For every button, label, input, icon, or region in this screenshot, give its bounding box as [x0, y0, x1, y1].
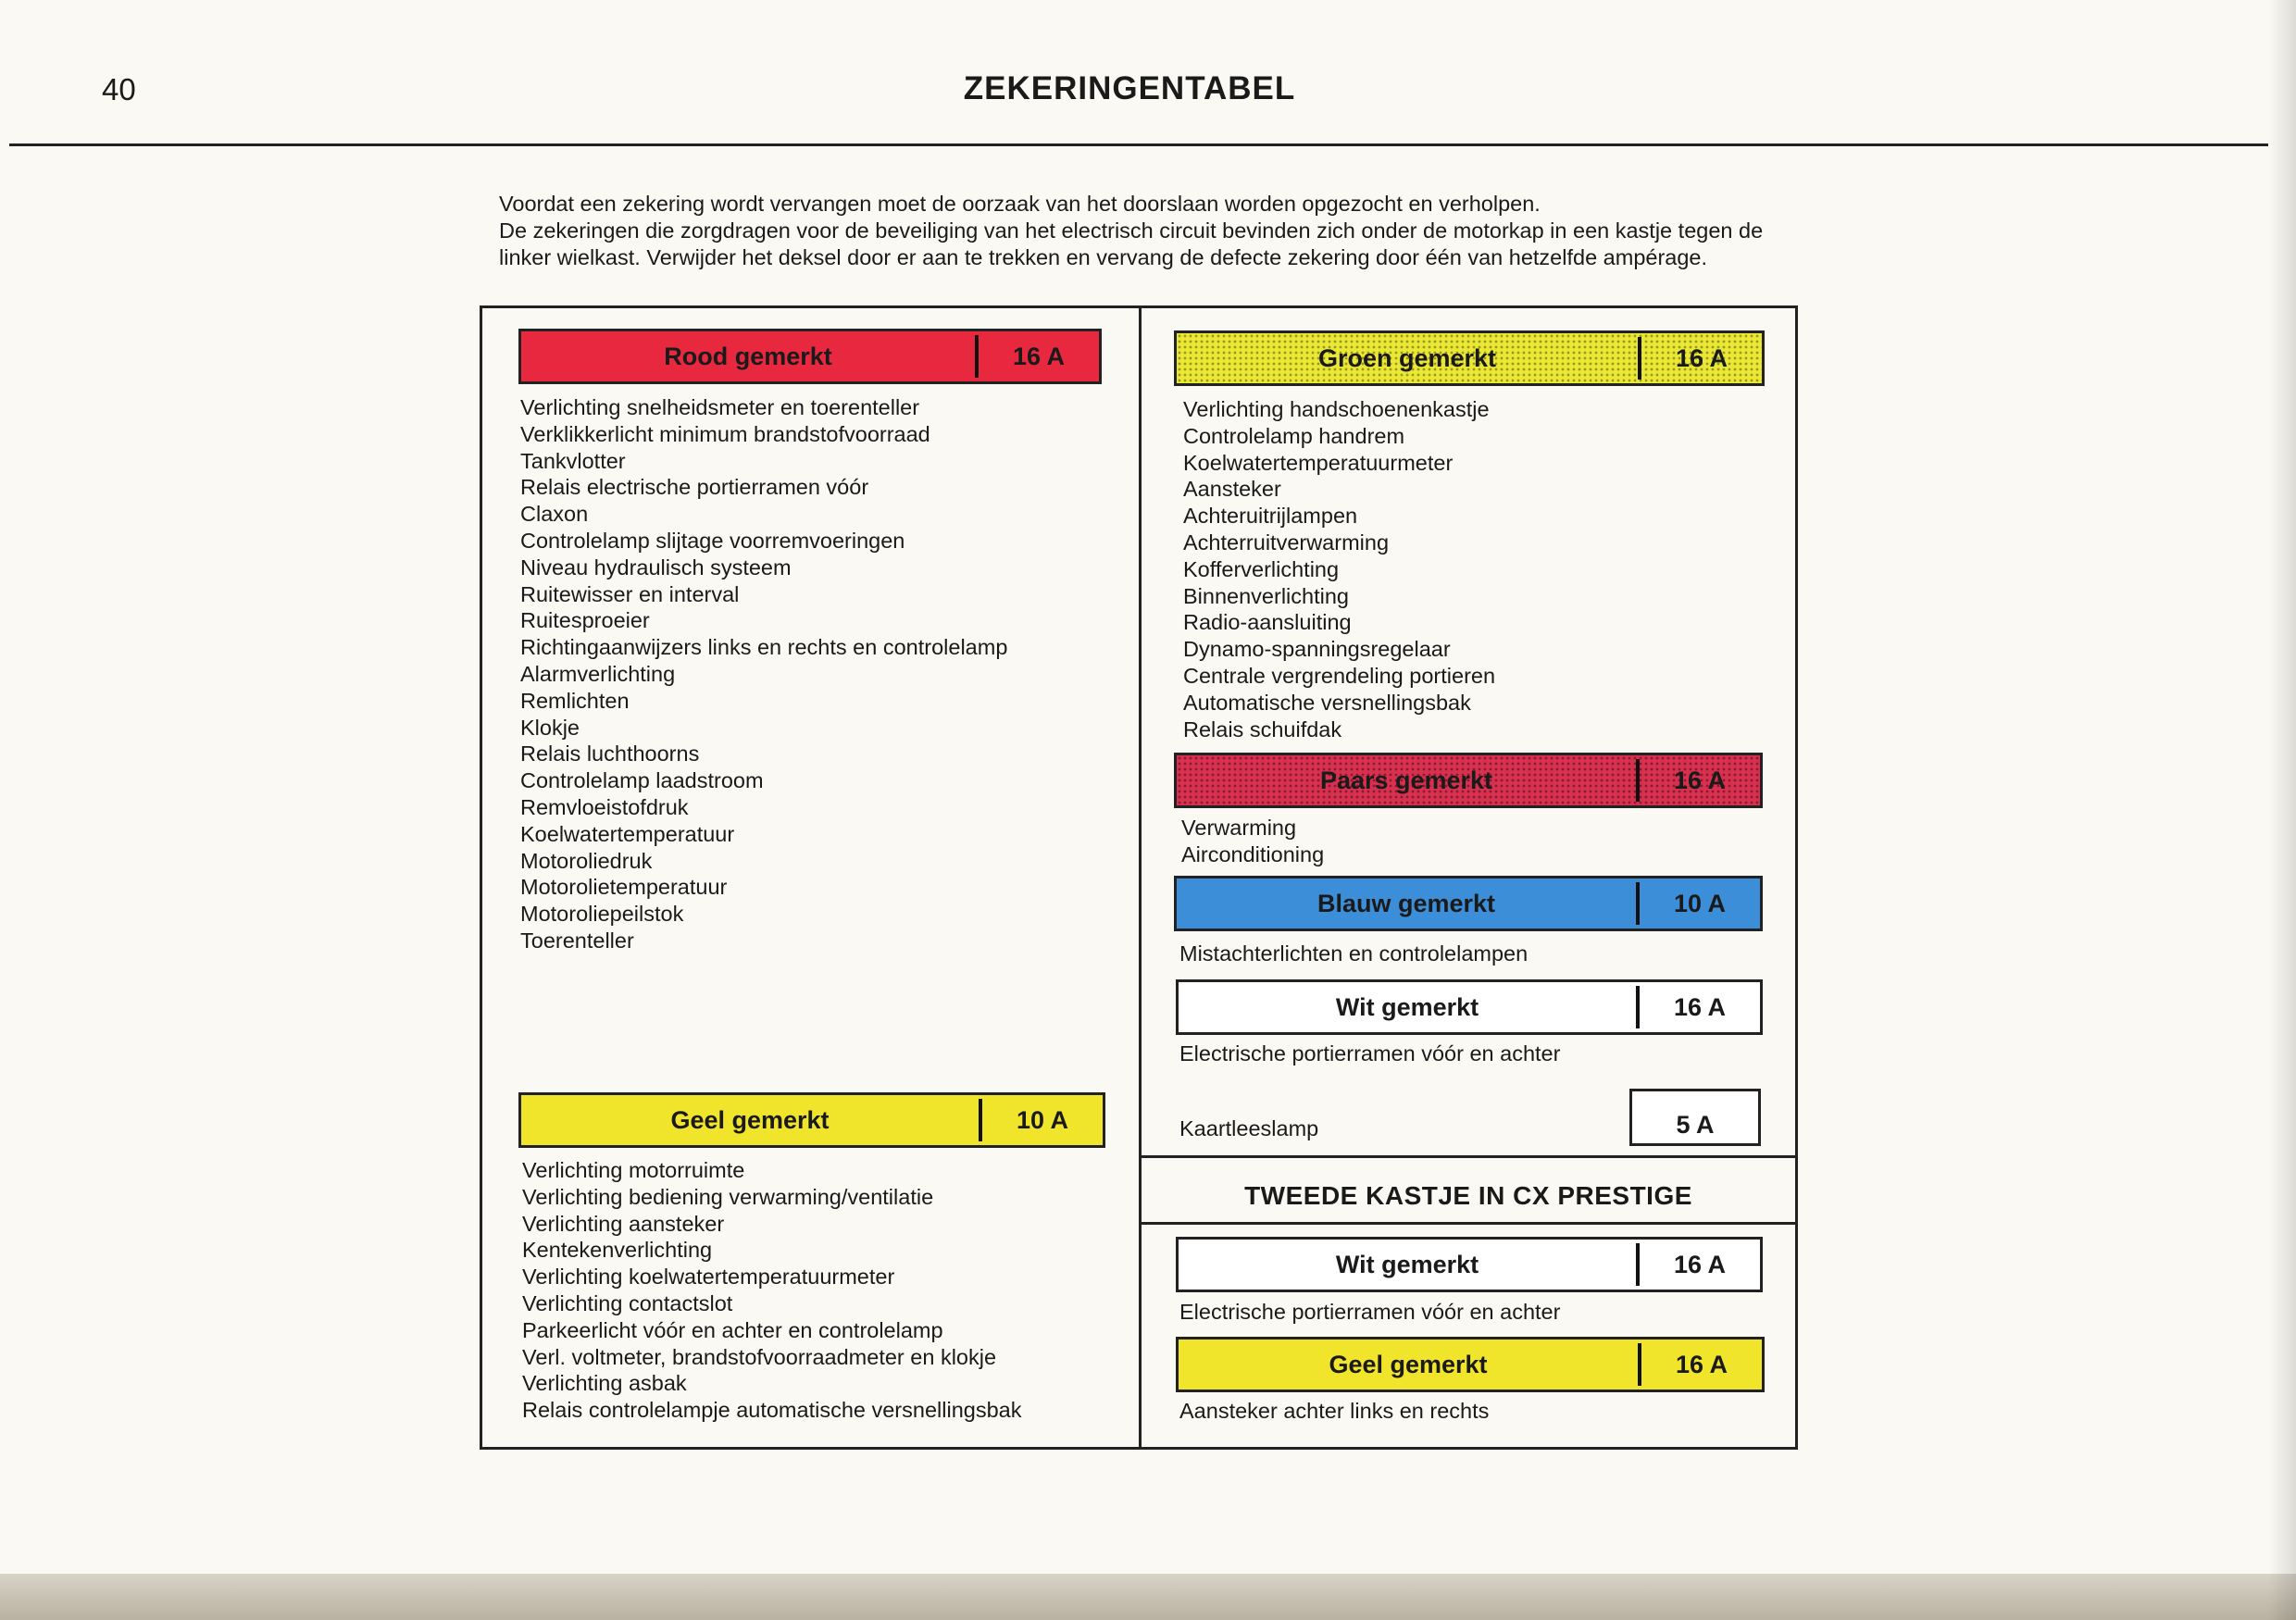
fuse-amp: 16 A — [1673, 992, 1727, 1021]
fuse-list-green — [1183, 396, 1495, 742]
fuse-label: Wit gemerkt — [1335, 1250, 1479, 1278]
list-item: Verklikkerlicht minimum brandstofvoorraad — [520, 421, 930, 446]
fuse-amp: 10 A — [1673, 889, 1727, 917]
intro-line-2: De zekeringen die zorgdragen voor de beveiliging van het electrisch circuit bevinden zich onder de motorkap in een kastje tegen de linker wielkast. Verwijder het deksel door er aan te trekken en vervang de defecte zekering door één van hetzelfde ampérage. — [499, 218, 1764, 269]
column-divider — [1139, 308, 1142, 1447]
list-item: Toerenteller — [520, 928, 634, 953]
header-rule — [9, 143, 2268, 146]
fuse-desc-small: Kaartleeslamp — [1179, 1116, 1319, 1140]
fuse-label: Wit gemerkt — [1335, 992, 1479, 1021]
fuse-bar-white-second — [1176, 1237, 1763, 1292]
list-item: Verlichting koelwatertemperatuurmeter — [522, 1265, 895, 1290]
list-item: Remlichten — [520, 688, 630, 713]
list-item: Motorolietemperatuur — [520, 875, 728, 900]
fuse-amp: 16 A — [1673, 1250, 1727, 1278]
list-item: Binnenverlichting — [1183, 583, 1349, 608]
binding-shadow — [2268, 0, 2296, 1620]
list-item: Verlichting contactslot — [522, 1290, 733, 1315]
page-number: 40 — [102, 72, 136, 106]
list-item: Verwarming — [1181, 816, 1297, 840]
fuse-desc-blue: Mistachterlichten en controlelampen — [1179, 941, 1529, 966]
list-item: Aansteker — [1183, 477, 1281, 502]
list-item: Verlichting bediening verwarming/ventilatie — [522, 1184, 934, 1209]
list-item: Relais luchthoorns — [520, 741, 700, 766]
list-item: Verlichting handschoenenkastje — [1183, 397, 1490, 421]
list-item: Niveau hydraulisch systeem — [520, 555, 792, 579]
fuse-amp: 16 A — [1012, 342, 1066, 370]
fuse-bar-green — [1174, 330, 1765, 386]
fuse-bar-yellow-second — [1176, 1337, 1765, 1392]
list-item: Richtingaanwijzers links en rechts en controlelamp — [520, 635, 1008, 660]
list-item: Klokje — [520, 715, 580, 740]
list-item: Tankvlotter — [520, 448, 626, 473]
list-item: Ruitesproeier — [520, 608, 650, 633]
list-item: Kofferverlichting — [1183, 556, 1340, 581]
list-item: Centrale vergrendeling portieren — [1183, 663, 1496, 688]
list-item: Verlichting asbak — [522, 1371, 687, 1396]
list-item: Verlichting motorruimte — [522, 1158, 745, 1182]
page-title: ZEKERINGENTABEL — [963, 70, 1296, 106]
fuse-bar-purple — [1174, 753, 1763, 808]
fuse-bar-red — [518, 329, 1102, 384]
fuse-label: Rood gemerkt — [664, 342, 832, 370]
list-item: Radio-aansluiting — [1183, 610, 1352, 635]
list-item: Relais schuifdak — [1183, 717, 1342, 741]
fuse-label: Geel gemerkt — [1329, 1350, 1488, 1378]
fuse-label: Groen gemerkt — [1317, 343, 1497, 372]
fuse-label: Paars gemerkt — [1319, 766, 1493, 794]
list-item: Dynamo-spanningsregelaar — [1183, 637, 1451, 662]
list-item: Verlichting snelheidsmeter en toerenteller — [520, 395, 920, 419]
section-rule-top — [1142, 1155, 1795, 1158]
section-rule-bottom — [1142, 1222, 1795, 1225]
list-item: Motoroliepeilstok — [520, 902, 684, 927]
fuse-list-purple — [1181, 815, 1324, 868]
fuse-desc-white-second: Electrische portierramen vóór en achter — [1179, 1300, 1561, 1324]
list-item: Automatische versnellingsbak — [1183, 690, 1471, 715]
fuse-list-red — [520, 394, 1007, 954]
list-item: Kentekenverlichting — [522, 1238, 713, 1263]
list-item: Controlelamp handrem — [1183, 423, 1405, 448]
intro-text — [499, 191, 1795, 271]
list-item: Relais controlelampje automatische versnellingsbak — [522, 1398, 1022, 1423]
fuse-amp-box-small: 5 A — [1629, 1089, 1761, 1146]
list-item: Verlichting aansteker — [522, 1211, 725, 1236]
list-item: Koelwatertemperatuurmeter — [1183, 450, 1454, 475]
fuse-bar-yellow — [518, 1092, 1105, 1148]
fuse-desc-yellow-second: Aansteker achter links en rechts — [1179, 1399, 1490, 1423]
fuse-amp: 10 A — [1016, 1105, 1069, 1134]
fuse-label: Geel gemerkt — [670, 1105, 830, 1134]
list-item: Controlelamp laadstroom — [520, 768, 764, 793]
list-item: Airconditioning — [1181, 841, 1325, 866]
list-item: Achteruitrijlampen — [1183, 504, 1358, 529]
fuse-amp: 16 A — [1675, 343, 1728, 372]
list-item: Koelwatertemperatuur — [520, 821, 735, 846]
page-bottom-edge — [0, 1574, 2296, 1620]
fuse-amp: 16 A — [1675, 1350, 1728, 1378]
intro-line-1: Voordat een zekering wordt vervangen moet de oorzaak van het doorslaan worden opgezocht en verholpen. — [499, 192, 1541, 216]
list-item: Relais electrische portierramen vóór — [520, 475, 869, 500]
fuse-desc-white: Electrische portierramen vóór en achter — [1179, 1041, 1561, 1065]
fuse-list-yellow — [522, 1157, 1021, 1424]
list-item: Verl. voltmeter, brandstofvoorraadmeter en klokje — [522, 1344, 997, 1369]
list-item: Parkeerlicht vóór en achter en controlelamp — [522, 1317, 943, 1342]
fuse-bar-white — [1176, 979, 1763, 1035]
list-item: Motoroliedruk — [520, 848, 653, 873]
list-item: Controlelamp slijtage voorremvoeringen — [520, 528, 905, 553]
fuse-amp: 16 A — [1673, 766, 1727, 794]
fuse-bar-blue — [1174, 876, 1763, 931]
list-item: Ruitewisser en interval — [520, 581, 740, 606]
list-item: Alarmverlichting — [520, 661, 676, 686]
list-item: Claxon — [520, 502, 589, 527]
section-title-second-box: TWEEDE KASTJE IN CX PRESTIGE — [1244, 1181, 1692, 1210]
fuse-label: Blauw gemerkt — [1316, 889, 1496, 917]
list-item: Achterruitverwarming — [1183, 530, 1390, 555]
list-item: Remvloeistofdruk — [520, 794, 689, 819]
